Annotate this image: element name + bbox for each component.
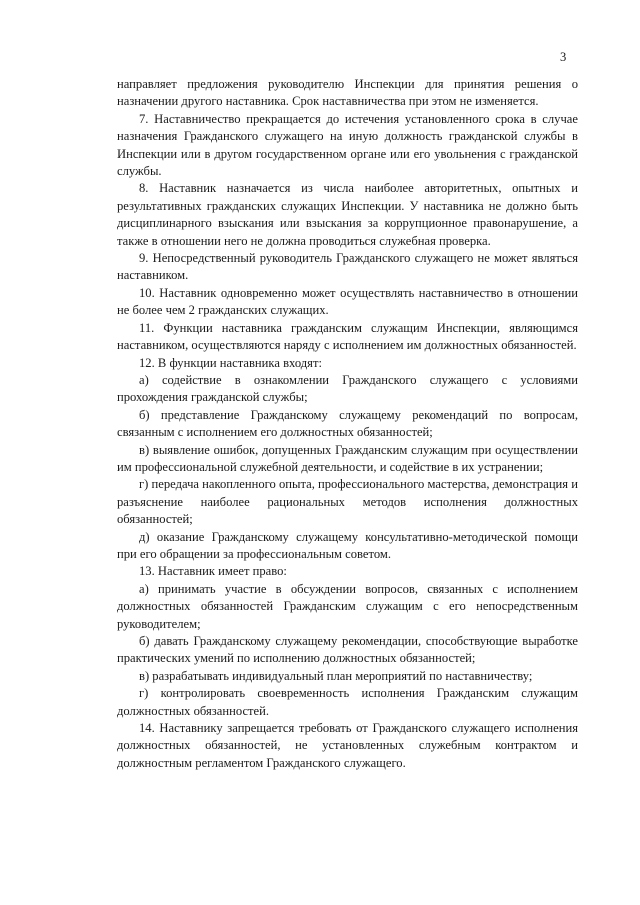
paragraph: 10. Наставник одновременно может осуществлять наставничество в отношении не более чем 2 гражданских служащих. [117, 285, 578, 318]
paragraph: в) выявление ошибок, допущенных Гражданским служащим при осуществлении им профессиональной служебной деятельности, и содействие в их устранении; [117, 442, 578, 474]
paragraph: 7. Наставничество прекращается до истечения установленного срока в случае назначения Гражданского служащего на иную должность гражданской службы в Инспекции или в другом государственном органе или его увольнения с гражданской службы. [117, 111, 578, 179]
paragraph: 13. Наставник имеет право: [139, 564, 287, 579]
paragraph: б) представление Гражданскому служащему рекомендаций по вопросам, связанным с исполнением его должностных обязанностей; [117, 407, 578, 440]
paragraph: в) разрабатывать индивидуальный план мероприятий по наставничеству; [139, 668, 533, 683]
paragraph: 12. В функции наставника входят: [139, 355, 322, 370]
paragraph: а) принимать участие в обсуждении вопросов, связанных с исполнением должностных обязанностей Гражданским служащим с его непосредственным руководителем; [117, 581, 578, 631]
paragraph: г) контролировать своевременность исполнения Гражданским служащим должностных обязанностей. [117, 686, 578, 718]
paragraph: 14. Наставнику запрещается требовать от Гражданского служащего исполнения должностных обязанностей, не установленных служебным контрактом и должностным регламентом Гражданского служащего. [117, 721, 578, 770]
document-body [117, 76, 578, 772]
paragraph: д) оказание Гражданскому служащему консультативно-методической помощи при его обращении за профессиональным советом. [117, 529, 578, 561]
paragraph: б) давать Гражданскому служащему рекомендации, способствующие выработке практических умений по исполнению должностных обязанностей; [117, 634, 578, 666]
paragraph: направляет предложения руководителю Инспекции для принятия решения о назначении другого наставника. Срок наставничества при этом не изменяется. [117, 77, 578, 109]
page-number: 3 [560, 50, 567, 64]
paragraph: г) передача накопленного опыта, профессионального мастерства, демонстрация и разъяснение наиболее рациональных методов исполнения должностных обязанностей; [117, 477, 578, 527]
paragraph: 11. Функции наставника гражданским служащим Инспекции, являющимся наставником, осуществляются наряду с исполнением им должностных обязанностей. [117, 320, 578, 353]
paragraph: а) содействие в ознакомлении Гражданского служащего с условиями прохождения гражданской службы; [117, 372, 578, 405]
paragraph: 8. Наставник назначается из числа наиболее авторитетных, опытных и результативных гражданских служащих Инспекции. У наставника не должно быть дисциплинарного взыскания или взыскания за коррупционное правонарушение, а также в отношении него не должна проводиться служебная проверка. [117, 181, 578, 248]
paragraph: 9. Непосредственный руководитель Гражданского служащего не может являться наставником. [117, 251, 578, 283]
